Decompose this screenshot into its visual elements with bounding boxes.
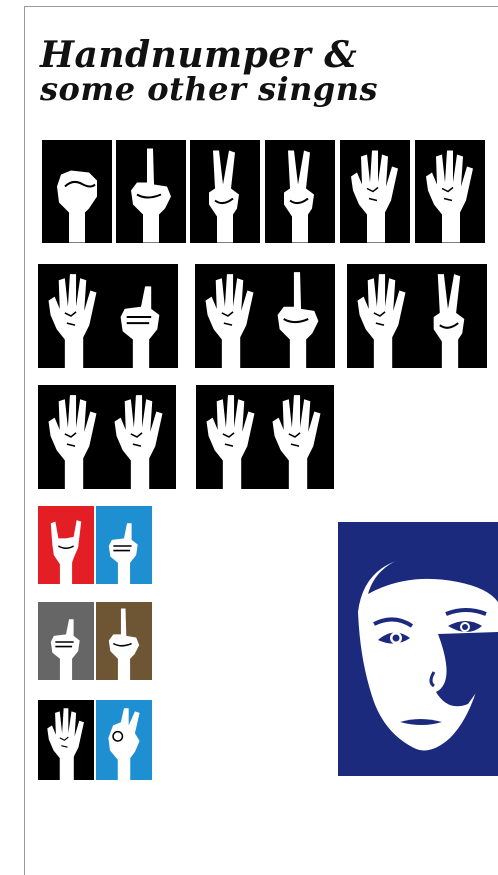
- sign-tile-brown: [96, 602, 152, 680]
- sign-tile-7: [195, 264, 335, 368]
- woman-face-icon: [338, 522, 498, 776]
- open-hand-small-icon: [38, 700, 94, 780]
- title-line-1: Handnumper &: [40, 34, 358, 76]
- sign-tile-0: [42, 140, 112, 243]
- seven-hands-icon: [195, 264, 335, 368]
- three-fingers-icon: [265, 140, 335, 243]
- sign-tile-4: [340, 140, 410, 243]
- page-title: [40, 34, 379, 108]
- sign-tile-5: [415, 140, 485, 243]
- thumb-hand-icon: [38, 602, 94, 680]
- title-line-2: some other singns: [40, 70, 379, 108]
- point-hand-icon: [116, 140, 186, 243]
- sign-tile-8: [347, 264, 487, 368]
- ok-hand-icon: [96, 700, 152, 780]
- l-sign-icon: [96, 506, 152, 584]
- open-hand-icon: [415, 140, 485, 243]
- eight-hands-icon: [347, 264, 487, 368]
- sign-tile-2: [190, 140, 260, 243]
- sign-tile-9: [38, 385, 176, 489]
- rock-horns-icon: [38, 506, 94, 584]
- two-fingers-icon: [190, 140, 260, 243]
- sign-tile-3: [265, 140, 335, 243]
- ten-hands-icon: [196, 385, 334, 489]
- sign-tile-10: [196, 385, 334, 489]
- point-up-icon: [96, 602, 152, 680]
- nine-hands-icon: [38, 385, 176, 489]
- portrait-panel: [338, 522, 498, 776]
- sign-tile-blue: [96, 506, 152, 584]
- sign-tile-red: [38, 506, 94, 584]
- sign-tile-1: [116, 140, 186, 243]
- sign-tile-gray: [38, 602, 94, 680]
- sign-tile-black-small: [38, 700, 94, 780]
- four-fingers-icon: [340, 140, 410, 243]
- sign-tile-6: [38, 264, 178, 368]
- fist-icon: [42, 140, 112, 243]
- sign-tile-blue-small: [96, 700, 152, 780]
- six-hands-icon: [38, 264, 178, 368]
